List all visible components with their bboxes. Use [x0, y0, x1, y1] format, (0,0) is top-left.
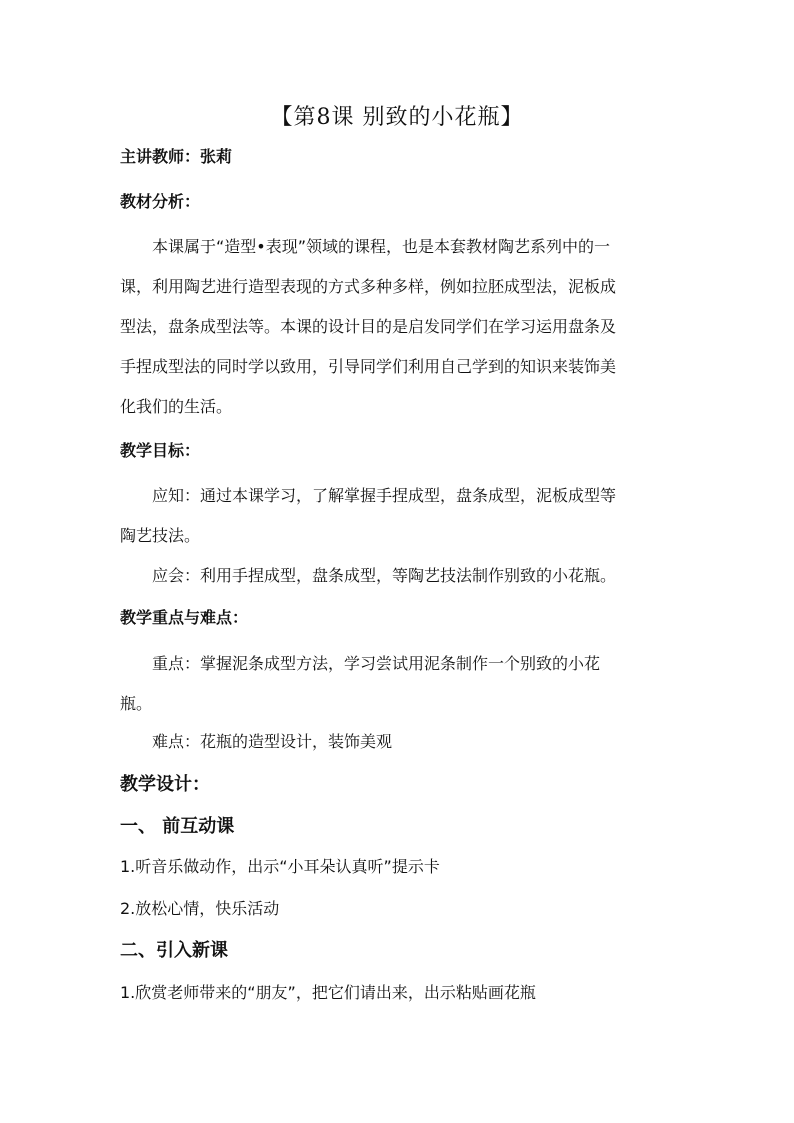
analysis-line: 化我们的生活。 [120, 397, 233, 416]
goals-heading: 教学目标： [120, 441, 201, 460]
section2-title: 二、引入新课 [120, 940, 228, 961]
analysis-line: 本课属于“造型•表现”领域的课程，也是本套教材陶艺系列中的一 [152, 237, 611, 256]
analysis-line: 手捏成型法的同时学以致用，引导同学们利用自己学到的知识来装饰美 [120, 357, 617, 376]
analysis-heading: 教材分析： [120, 192, 201, 211]
keypoints-heading: 教学重点与难点： [120, 608, 249, 627]
section1-item: 2.放松心情，快乐活动 [120, 899, 280, 918]
goals-know-line: 陶艺技法。 [120, 526, 201, 545]
section1-title: 一、 前互动课 [120, 816, 235, 837]
analysis-line: 课，利用陶艺进行造型表现的方式多种多样，例如拉胚成型法，泥板成 [120, 277, 617, 296]
goals-know-line: 应知：通过本课学习，了解掌握手捏成型，盘条成型，泥板成型等 [152, 486, 617, 505]
keypoints-key-line: 重点：掌握泥条成型方法，学习尝试用泥条制作一个别致的小花 [152, 654, 601, 673]
keypoints-difficulty: 难点：花瓶的造型设计，装饰美观 [152, 732, 393, 751]
goals-know [120, 476, 680, 556]
section2-item: 1.欣赏老师带来的“朋友”，把它们请出来，出示粘贴画花瓶 [120, 983, 536, 1002]
goals-can: 应会：利用手捏成型，盘条成型，等陶艺技法制作别致的小花瓶。 [152, 566, 617, 585]
keypoints-key [120, 644, 680, 724]
analysis-paragraph [120, 227, 680, 427]
analysis-line: 型法，盘条成型法等。本课的设计目的是启发同学们在学习运用盘条及 [120, 317, 617, 336]
lesson-title: 【第8课 别致的小花瓶】 [270, 105, 524, 130]
keypoints-key-line: 瓶。 [120, 694, 153, 713]
section1-item: 1.听音乐做动作，出示“小耳朵认真听”提示卡 [120, 857, 440, 876]
design-heading: 教学设计： [120, 774, 210, 795]
teacher-line: 主讲教师：张莉 [120, 147, 233, 166]
